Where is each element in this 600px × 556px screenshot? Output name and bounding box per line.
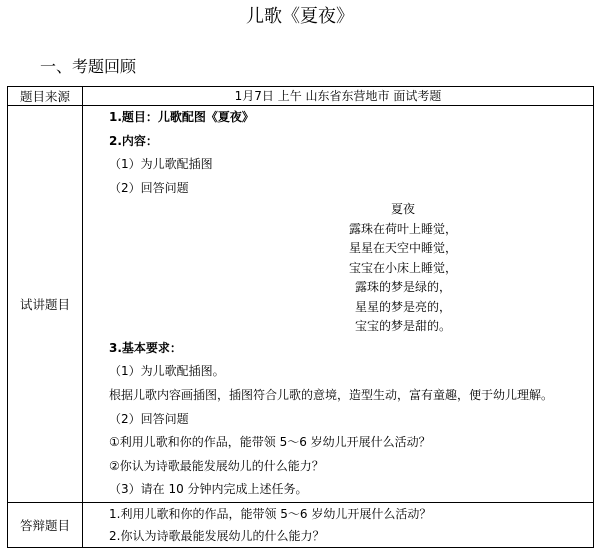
content-heading: 2.内容： <box>109 133 158 148</box>
content-item: （1）为儿歌配插图 <box>109 157 213 172</box>
poem-line: 星星在天空中睡觉， <box>348 241 457 256</box>
requirement-question: ②你认为诗歌最能发展幼儿的什么能力？ <box>109 458 324 473</box>
source-label: 题目来源 <box>8 87 83 106</box>
trial-row <box>8 106 594 503</box>
trial-label: 试讲题目 <box>8 106 83 503</box>
defense-question: 1.利用儿歌和你的作品，能带领 5～6 岁幼儿开展什么活动？ <box>109 507 432 522</box>
source-row <box>8 87 594 106</box>
requirement-item: （1）为儿歌配插图。 <box>109 364 225 379</box>
source-value: 1月7日 上午 山东省东营地市 面试考题 <box>83 87 594 106</box>
poem-line: 露珠的梦是绿的， <box>354 280 451 295</box>
defense-question: 2.你认为诗歌最能发展幼儿的什么能力？ <box>109 529 325 544</box>
requirement-item: （3）请在 10 分钟内完成上述任务。 <box>109 482 308 497</box>
content-item: （2）回答问题 <box>109 180 189 195</box>
defense-label: 答辩题目 <box>8 503 83 548</box>
defense-content <box>83 503 594 548</box>
poem-line: 宝宝在小床上睡觉， <box>348 260 457 275</box>
poem-line: 露珠在荷叶上睡觉， <box>348 221 457 236</box>
poem <box>83 200 593 337</box>
requirement-detail: 根据儿歌内容画插图，插图符合儿歌的意境，造型生动，富有童趣，便于幼儿理解。 <box>109 388 554 403</box>
requirements-heading: 3.基本要求： <box>109 340 182 355</box>
poem-line: 宝宝的梦是甜的。 <box>354 319 451 334</box>
section-heading: 一、考题回顾 <box>40 57 137 76</box>
page-title: 儿歌《夏夜》 <box>246 6 354 27</box>
defense-row <box>8 503 594 548</box>
requirement-item: （2）回答问题 <box>109 411 189 426</box>
exam-table <box>7 86 594 548</box>
poem-line: 星星的梦是亮的， <box>354 299 451 314</box>
trial-topic: 1.题目：儿歌配图《夏夜》 <box>109 110 254 124</box>
trial-content <box>83 106 594 503</box>
poem-title: 夏夜 <box>390 202 415 217</box>
requirement-question: ①利用儿歌和你的作品，能带领 5～6 岁幼儿开展什么活动？ <box>109 435 431 450</box>
